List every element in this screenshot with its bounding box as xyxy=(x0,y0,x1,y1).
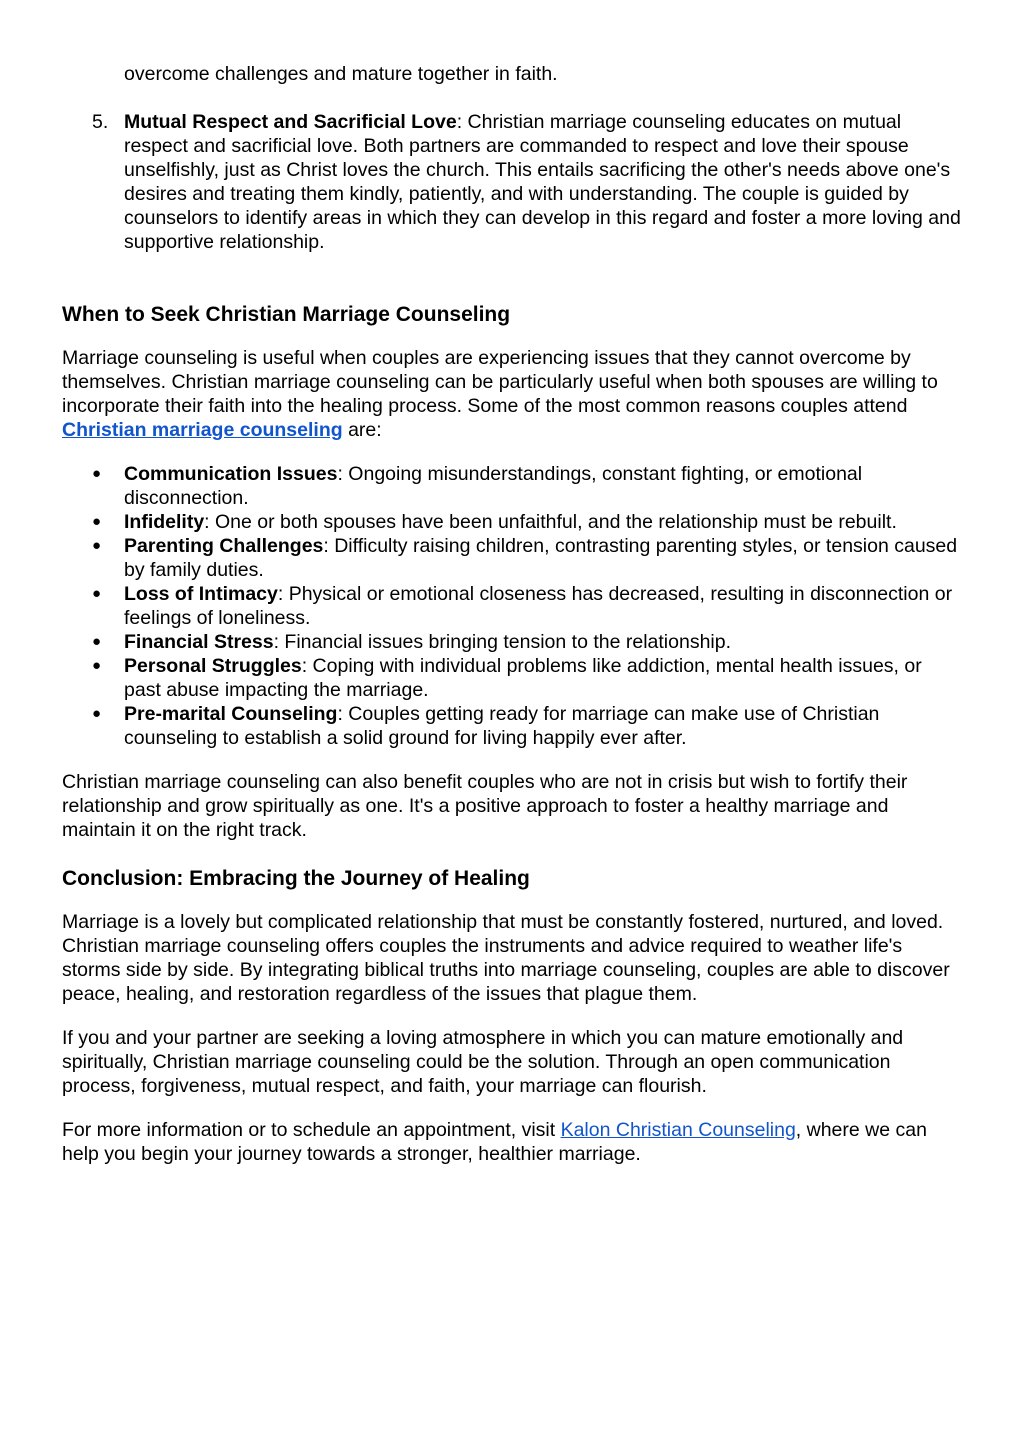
list-item-text: : Christian marriage counseling educates on mutual respect and sacrificial love. Both partners are commanded to respect and love their spouse unselfishly, just as Christ loves the church. This entails sacrificing the other's needs above one's desires and treating them kindly, patiently, and with understanding. The couple is guided by counselors to identify areas in which they can develop in this regard and foster a more loving and supportive relationship. xyxy=(124,111,961,253)
christian-marriage-counseling-link[interactable]: Christian marriage counseling xyxy=(62,419,343,441)
when-closing-paragraph: Christian marriage counseling can also benefit couples who are not in crisis but wish to fortify their relationship and grow spiritually as one. It's a positive approach to foster a healthy marriage and maintain it on the right track. xyxy=(62,771,908,841)
bullet-text: : Physical or emotional closeness has decreased, resulting in disconnection or feelings of loneliness. xyxy=(124,583,953,629)
list-number: 5. xyxy=(92,111,109,133)
conclusion-paragraph-1: Marriage is a lovely but complicated relationship that must be constantly fostered, nurtured, and loved. Christian marriage counseling offers couples the instruments and advice required to weather life's storms side by side. By integrating biblical truths into marriage counseling, couples are able to discover peace, healing, and restoration regardless of the issues that plague them. xyxy=(62,911,950,1005)
list-item xyxy=(62,534,962,582)
reasons-list xyxy=(62,462,962,750)
bullet-text: : One or both spouses have been unfaithful, and the relationship must be rebuilt. xyxy=(204,511,897,533)
kalon-christian-counseling-link[interactable]: Kalon Christian Counseling xyxy=(560,1119,796,1141)
bullet-icon: ● xyxy=(92,585,102,602)
bullet-icon: ● xyxy=(92,537,102,554)
list-item xyxy=(62,702,962,750)
bullet-title: Communication Issues xyxy=(124,463,338,485)
bullet-title: Loss of Intimacy xyxy=(124,583,278,605)
conclusion-p3-text: For more information or to schedule an appointment, visit xyxy=(62,1119,561,1141)
when-intro-text: Marriage counseling is useful when couples are experiencing issues that they cannot overcome by themselves. Christian marriage counseling can be particularly useful when both spouses are willing to incorporate their faith into the healing process. Some of the most common reasons couples attend xyxy=(62,347,938,417)
numbered-list-item xyxy=(62,110,962,254)
intro-continuation: overcome challenges and mature together in faith. xyxy=(124,63,558,85)
bullet-title: Financial Stress xyxy=(124,631,274,653)
bullet-text: : Ongoing misunderstandings, constant fighting, or emotional disconnection. xyxy=(124,463,863,509)
list-item xyxy=(62,582,962,630)
bullet-icon: ● xyxy=(92,465,102,482)
bullet-title: Pre-marital Counseling xyxy=(124,703,338,725)
when-intro-paragraph xyxy=(62,346,962,442)
bullet-title: Personal Struggles xyxy=(124,655,302,677)
conclusion-paragraph-2: If you and your partner are seeking a loving atmosphere in which you can mature emotionally and spiritually, Christian marriage counseling could be the solution. Through an open communication process, forgiveness, mutual respect, and faith, your marriage can flourish. xyxy=(62,1027,904,1097)
bullet-title: Infidelity xyxy=(124,511,205,533)
list-item-title: Mutual Respect and Sacrificial Love xyxy=(124,111,457,133)
bullet-text: : Financial issues bringing tension to the relationship. xyxy=(273,631,732,653)
document-page xyxy=(62,62,962,1166)
conclusion-paragraph-3 xyxy=(62,1118,962,1166)
bullet-icon: ● xyxy=(92,705,102,722)
list-item xyxy=(62,510,962,534)
section-heading-when: When to Seek Christian Marriage Counseling xyxy=(62,303,511,326)
bullet-icon: ● xyxy=(92,633,102,650)
bullet-text: : Coping with individual problems like addiction, mental health issues, or past abuse impacting the marriage. xyxy=(124,655,922,701)
when-intro-after: are: xyxy=(342,419,382,441)
list-item xyxy=(62,630,962,654)
bullet-text: : Difficulty raising children, contrasting parenting styles, or tension caused by family duties. xyxy=(124,535,958,581)
bullet-icon: ● xyxy=(92,513,102,530)
list-item xyxy=(62,462,962,510)
bullet-text: : Couples getting ready for marriage can make use of Christian counseling to establish a solid ground for living happily ever after. xyxy=(124,703,880,749)
list-item xyxy=(62,654,962,702)
conclusion-p3-after: , where we can help you begin your journey towards a stronger, healthier marriage. xyxy=(62,1119,927,1165)
bullet-icon: ● xyxy=(92,657,102,674)
section-heading-conclusion: Conclusion: Embracing the Journey of Healing xyxy=(62,867,530,890)
bullet-title: Parenting Challenges xyxy=(124,535,324,557)
